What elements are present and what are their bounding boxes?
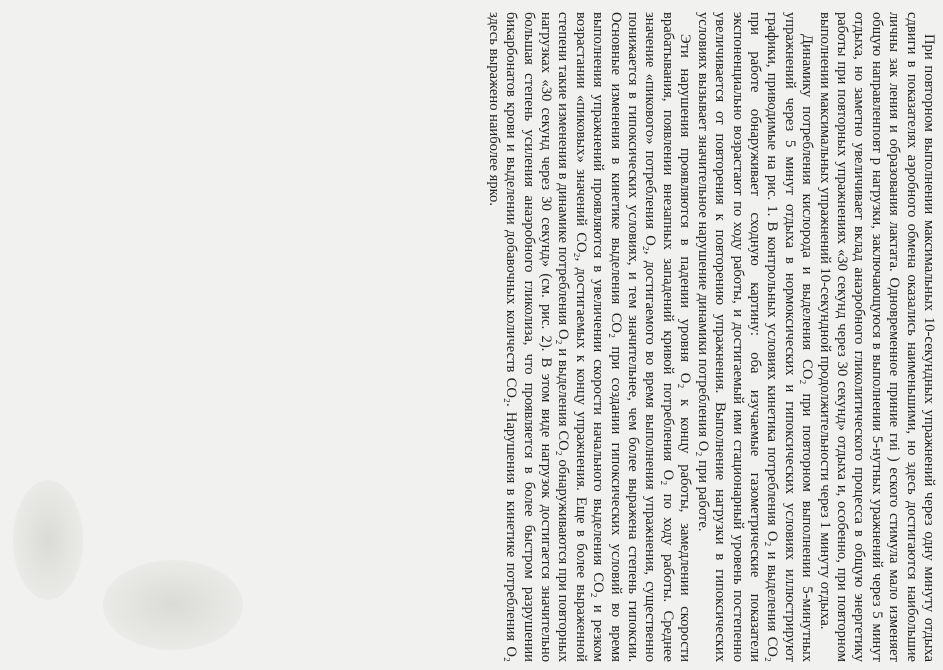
body-text: [484, 12, 937, 662]
paper-smudge: [13, 480, 83, 600]
paragraph-aerobic-shifts: При повторном выполнении максимальных 10-секундных упражнений через одну минуту отдыха сдвиги в показателях аэробного обмена оказались наименьшими, но здесь достигаются наибольшие личны зак ления и образования лактата. Одновременное приние гиі ) еского стимула мало изменяет общую направленповт р нагрузки, заключающуюся в выполнении 5-нутных уражнений через 5 минут отдыха, но заметно увеличивает вклад анаэробного гликолитического процесса в общую энергетику работы при повторных упражнениях «30 секунд через 30 секунд» отдыха и, особенно, при повторном выполнении максимальных упражнений 10-секундной продолжительности через 1 минуту отдыха.: [816, 12, 937, 662]
paragraph-hypoxia-disturbances: Эти нарушения проявляются в падении уровня O₂ к концу работы, замедлении скорости врабатывания, появлении внезапных западений кривой потребления O₂ по ходу работы. Среднее значение «пикового» потребления O₂, достигаемого во время выполнения упражнения, существенно понижается в гипоксических условиях, и тем значительнее, чем более выражена степень гипоксии. Основные изменения в кинетике выделения CO₂ при создании гипоксических условий во время выполнения упражнений проявляются в увеличении скорости начального выделения CO₂ и резком возрастании «пиковых» значений CO₂, достигаемых к концу упражнения. Еще в более выраженной степени такие изменения в динамике потребления O₂ и выделения CO₂ обнаруживаются при повторных нагрузках «30 секунд через 30 секунд» (см. рис. 2). В этом виде нагрузок достигается значительно большая степень усиления анаэробного гликолиза, что проявляется в более быстром разрушении бикарбонатов крови и выделении добавочных количеств CO₂. Нарушения в кинетике потребления O₂ здесь выражено наиболее ярко.: [485, 12, 694, 662]
paragraph-oxygen-dynamics: Динамику потребления кислорода и выделения CO₂ при повторном выполнении 5-минутных упражнений через 5 минут отдыха в нормоксических и гипоксических условиях иллюстрируют графики, приводимые на рис. 1. В контрольных условиях кинетика потребления O₂ и выделения CO₂ при работе обнаруживает сходную картину: оба изучаемые газометрические показатели экспоненциально возрастают по ходу работы, и достигаемый ими стационарный уровень постепенно увеличивается от повторения к повторению упражнения. Выполнение нагрузки в гипоксических условиях вызывает значительное нарушение динамики потребления O₂ при работе.: [694, 12, 816, 662]
paper-smudge: [103, 560, 243, 650]
